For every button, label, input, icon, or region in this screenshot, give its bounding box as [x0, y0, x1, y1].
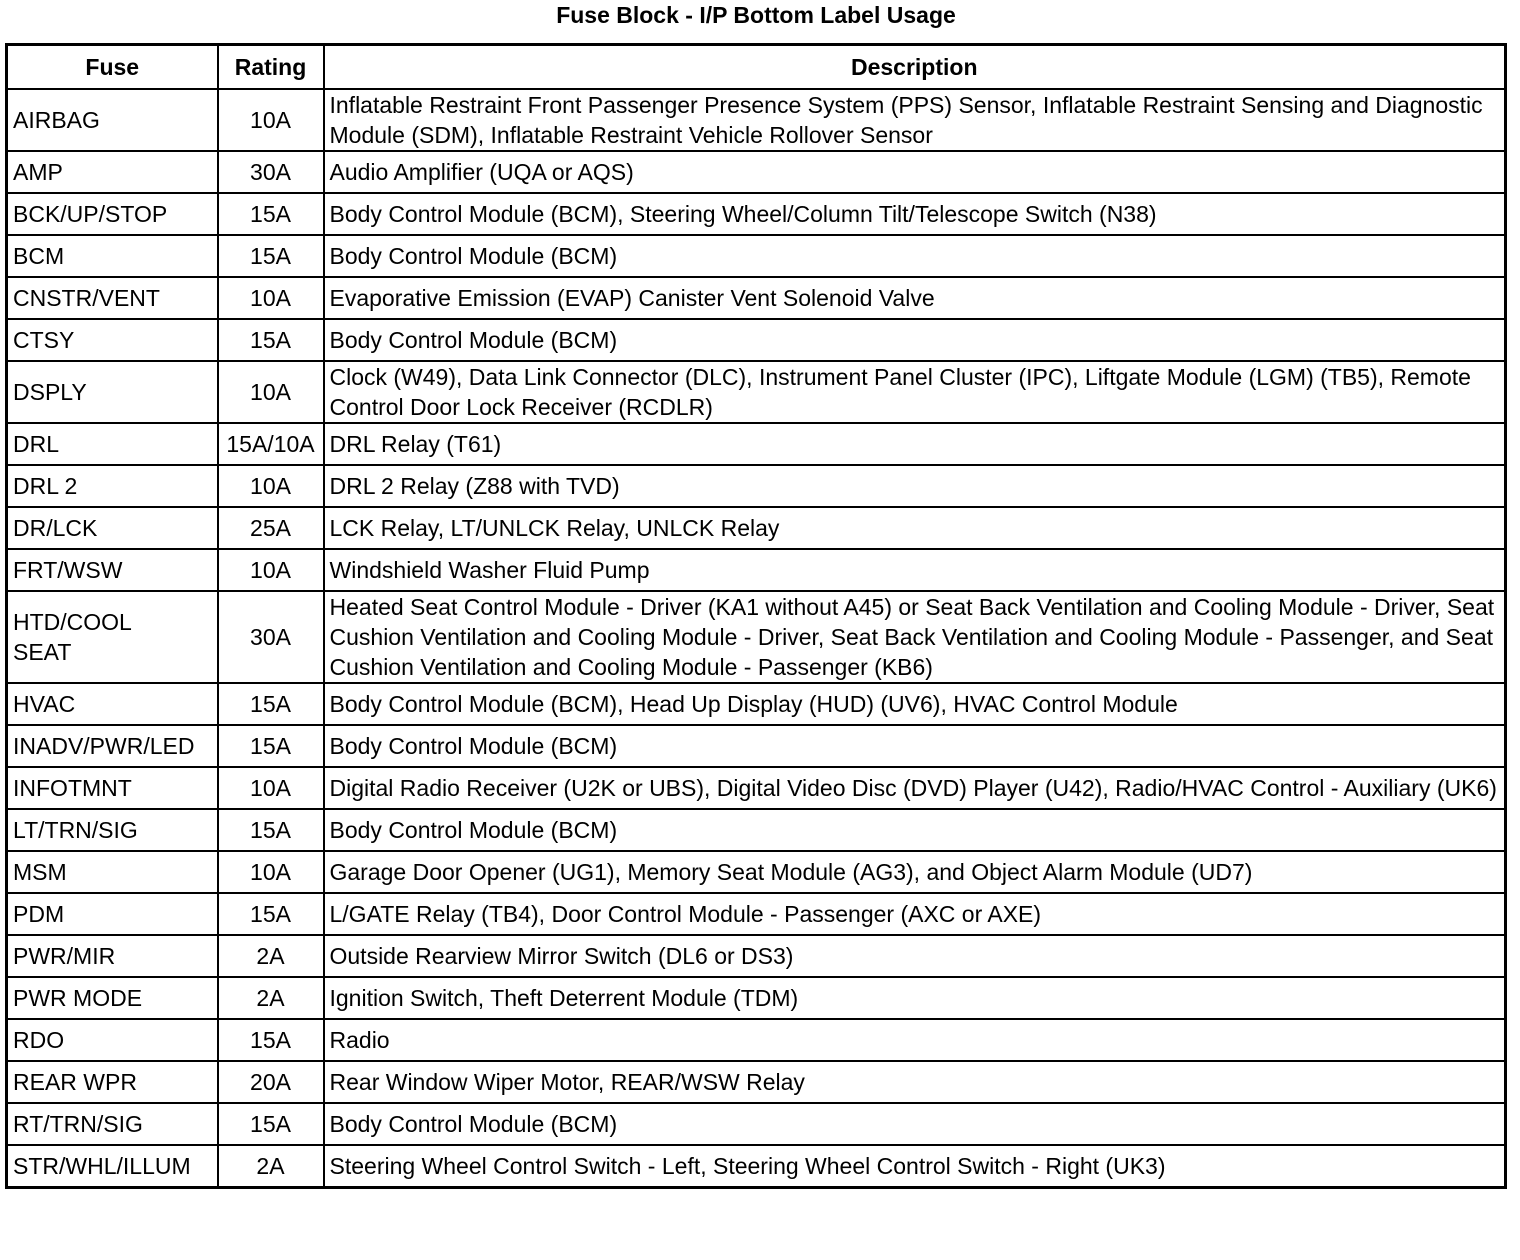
table-row: [7, 235, 1506, 277]
table-row: [7, 977, 1506, 1019]
column-header-description: Description: [324, 45, 1506, 90]
fuse-name-cell: REAR WPR: [7, 1061, 218, 1103]
fuse-rating-cell: 10A: [218, 361, 324, 423]
table-header-row: [7, 45, 1506, 90]
table-row: [7, 725, 1506, 767]
fuse-name-cell: RDO: [7, 1019, 218, 1061]
fuse-rating-cell: 2A: [218, 1145, 324, 1188]
table-row: [7, 193, 1506, 235]
table-row: [7, 361, 1506, 423]
fuse-rating-cell: 2A: [218, 935, 324, 977]
fuse-description-cell: Windshield Washer Fluid Pump: [324, 549, 1506, 591]
fuse-rating-cell: 15A: [218, 893, 324, 935]
fuse-description-cell: Heated Seat Control Module - Driver (KA1 without A45) or Seat Back Ventilation and Cooling Module - Driver, Seat Cushion Ventilation and Cooling Module - Driver, Seat Back Ventilation and Cooling Module - Passenger, and Seat Cushion Ventilation and Cooling Module - Passenger (KB6): [324, 591, 1506, 683]
fuse-name-cell: PWR/MIR: [7, 935, 218, 977]
fuse-description-cell: Radio: [324, 1019, 1506, 1061]
fuse-description-cell: Rear Window Wiper Motor, REAR/WSW Relay: [324, 1061, 1506, 1103]
fuse-description-cell: Outside Rearview Mirror Switch (DL6 or DS3): [324, 935, 1506, 977]
fuse-description-cell: L/GATE Relay (TB4), Door Control Module - Passenger (AXC or AXE): [324, 893, 1506, 935]
fuse-name-cell: LT/TRN/SIG: [7, 809, 218, 851]
fuse-description-cell: Audio Amplifier (UQA or AQS): [324, 151, 1506, 193]
fuse-description-cell: Body Control Module (BCM), Steering Wheel/Column Tilt/Telescope Switch (N38): [324, 193, 1506, 235]
fuse-description-cell: Body Control Module (BCM): [324, 809, 1506, 851]
fuse-name-cell: CTSY: [7, 319, 218, 361]
fuse-description-cell: Body Control Module (BCM): [324, 319, 1506, 361]
fuse-description-cell: Ignition Switch, Theft Deterrent Module (TDM): [324, 977, 1506, 1019]
fuse-description-cell: Body Control Module (BCM): [324, 235, 1506, 277]
fuse-name-cell: DR/LCK: [7, 507, 218, 549]
fuse-description-cell: LCK Relay, LT/UNLCK Relay, UNLCK Relay: [324, 507, 1506, 549]
fuse-description-cell: Evaporative Emission (EVAP) Canister Vent Solenoid Valve: [324, 277, 1506, 319]
fuse-name-cell: CNSTR/VENT: [7, 277, 218, 319]
table-row: [7, 507, 1506, 549]
table-row: [7, 277, 1506, 319]
fuse-rating-cell: 15A: [218, 1019, 324, 1061]
table-row: [7, 893, 1506, 935]
fuse-usage-table: [5, 43, 1507, 1189]
fuse-rating-cell: 10A: [218, 549, 324, 591]
fuse-rating-cell: 10A: [218, 465, 324, 507]
fuse-rating-cell: 10A: [218, 277, 324, 319]
fuse-name-cell: BCK/UP/STOP: [7, 193, 218, 235]
fuse-rating-cell: 15A: [218, 193, 324, 235]
fuse-rating-cell: 10A: [218, 851, 324, 893]
table-row: [7, 1061, 1506, 1103]
fuse-name-cell: PDM: [7, 893, 218, 935]
table-row: [7, 319, 1506, 361]
fuse-rating-cell: 10A: [218, 767, 324, 809]
table-row: [7, 549, 1506, 591]
table-row: [7, 423, 1506, 465]
fuse-name-cell: MSM: [7, 851, 218, 893]
fuse-rating-cell: 30A: [218, 151, 324, 193]
table-row: [7, 935, 1506, 977]
table-row: [7, 851, 1506, 893]
fuse-rating-cell: 25A: [218, 507, 324, 549]
fuse-name-cell: INFOTMNT: [7, 767, 218, 809]
table-row: [7, 89, 1506, 151]
table-row: [7, 809, 1506, 851]
table-row: [7, 151, 1506, 193]
fuse-name-cell: DSPLY: [7, 361, 218, 423]
table-body: [7, 89, 1506, 1188]
fuse-description-cell: DRL 2 Relay (Z88 with TVD): [324, 465, 1506, 507]
page-title: Fuse Block - I/P Bottom Label Usage: [556, 2, 956, 28]
column-header-fuse: Fuse: [7, 45, 218, 90]
fuse-name-cell: DRL 2: [7, 465, 218, 507]
fuse-name-cell: HVAC: [7, 683, 218, 725]
column-header-rating: Rating: [218, 45, 324, 90]
fuse-rating-cell: 2A: [218, 977, 324, 1019]
fuse-rating-cell: 15A: [218, 1103, 324, 1145]
table-row: [7, 1019, 1506, 1061]
fuse-name-cell: RT/TRN/SIG: [7, 1103, 218, 1145]
fuse-description-cell: Steering Wheel Control Switch - Left, Steering Wheel Control Switch - Right (UK3): [324, 1145, 1506, 1188]
fuse-rating-cell: 15A: [218, 319, 324, 361]
fuse-rating-cell: 15A: [218, 809, 324, 851]
table-row: [7, 683, 1506, 725]
table-row: [7, 1145, 1506, 1188]
fuse-description-cell: Body Control Module (BCM), Head Up Display (HUD) (UV6), HVAC Control Module: [324, 683, 1506, 725]
fuse-rating-cell: 30A: [218, 591, 324, 683]
fuse-rating-cell: 15A: [218, 725, 324, 767]
fuse-name-cell: DRL: [7, 423, 218, 465]
fuse-name-cell: FRT/WSW: [7, 549, 218, 591]
fuse-name-cell: AMP: [7, 151, 218, 193]
fuse-description-cell: Body Control Module (BCM): [324, 1103, 1506, 1145]
fuse-name-cell: PWR MODE: [7, 977, 218, 1019]
fuse-rating-cell: 15A: [218, 235, 324, 277]
fuse-description-cell: Clock (W49), Data Link Connector (DLC), Instrument Panel Cluster (IPC), Liftgate Module (LGM) (TB5), Remote Control Door Lock Receiver (RCDLR): [324, 361, 1506, 423]
fuse-description-cell: Garage Door Opener (UG1), Memory Seat Module (AG3), and Object Alarm Module (UD7): [324, 851, 1506, 893]
table-row: [7, 465, 1506, 507]
fuse-description-cell: Inflatable Restraint Front Passenger Presence System (PPS) Sensor, Inflatable Restraint Sensing and Diagnostic Module (SDM), Inflatable Restraint Vehicle Rollover Sensor: [324, 89, 1506, 151]
fuse-name-cell: BCM: [7, 235, 218, 277]
fuse-name-cell: HTD/COOL SEAT: [7, 591, 218, 683]
fuse-rating-cell: 20A: [218, 1061, 324, 1103]
fuse-name-cell: STR/WHL/ILLUM: [7, 1145, 218, 1188]
fuse-description-cell: Body Control Module (BCM): [324, 725, 1506, 767]
fuse-description-cell: Digital Radio Receiver (U2K or UBS), Digital Video Disc (DVD) Player (U42), Radio/HVAC Control - Auxiliary (UK6): [324, 767, 1506, 809]
fuse-rating-cell: 15A/10A: [218, 423, 324, 465]
fuse-name-cell: INADV/PWR/LED: [7, 725, 218, 767]
table-row: [7, 767, 1506, 809]
fuse-rating-cell: 15A: [218, 683, 324, 725]
fuse-rating-cell: 10A: [218, 89, 324, 151]
fuse-name-cell: AIRBAG: [7, 89, 218, 151]
table-row: [7, 591, 1506, 683]
table-row: [7, 1103, 1506, 1145]
fuse-description-cell: DRL Relay (T61): [324, 423, 1506, 465]
